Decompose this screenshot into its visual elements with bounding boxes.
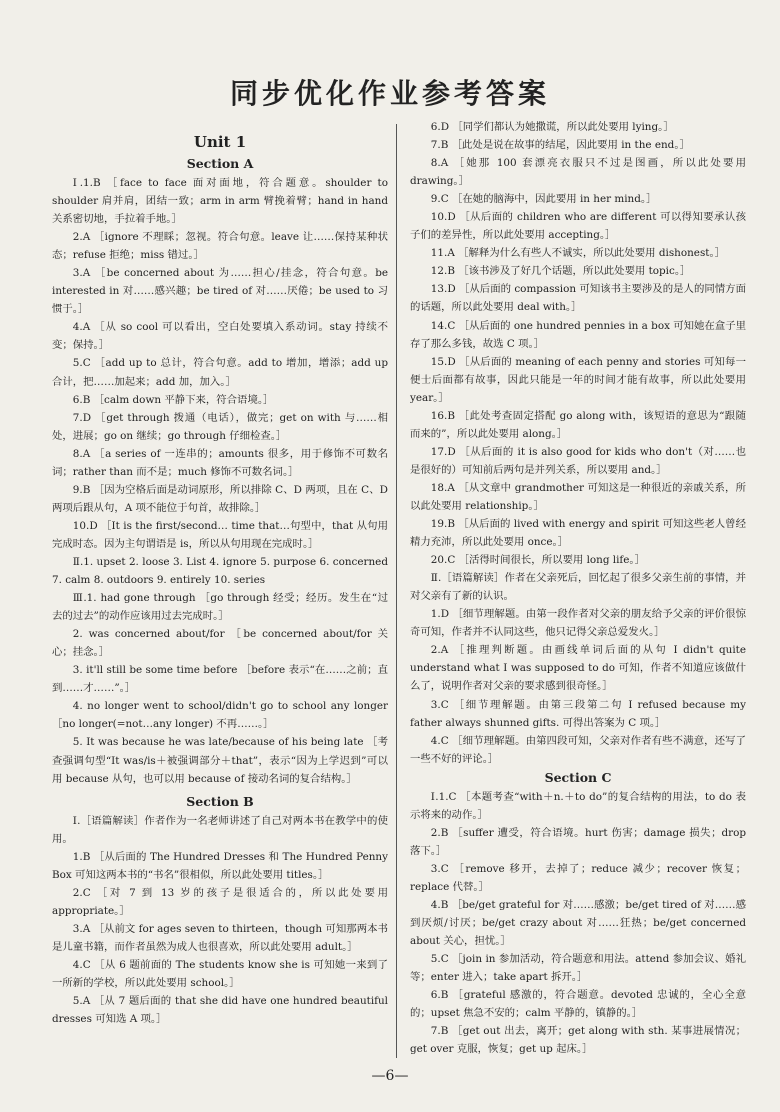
answer-paragraph: Ⅰ.［语篇解读］作者作为一名老师讲述了自己对两本书在教学中的使用。 [52, 814, 388, 845]
answer-paragraph: Ⅱ.［语篇解读］作者在父亲死后，回忆起了很多父亲生前的事情，并对父亲有了新的认识。 [410, 572, 746, 603]
answer-paragraph: 18.A ［从文章中 grandmother 可知这是一种很近的亲戚关系，所以此处要用 relationship。］ [410, 481, 746, 512]
answer-paragraph: 14.C ［从后面的 one hundred pennies in a box 可知她在盒子里存了那么多钱，故选 C 项。］ [410, 319, 746, 350]
column-divider [396, 124, 397, 1058]
left-column [52, 130, 388, 1028]
answer-paragraph: Ⅰ.1.C ［本题考查“with＋n.＋to do”的复合结构的用法，to do 表示将来的动作。］ [410, 790, 746, 821]
answer-paragraph: 2.C ［对 7 到 13 岁的孩子是很适合的，所以此处要用 appropriate。］ [52, 886, 388, 917]
answer-paragraph: 6.B ［calm down 平静下来，符合语境。］ [72, 393, 274, 406]
answer-paragraph: 3.A ［从前文 for ages seven to thirteen，though 可知那两本书是儿童书籍，而作者虽然为成人也很喜欢，所以此处要用 adult。］ [52, 922, 388, 953]
answer-paragraph: 15.D ［从后面的 meaning of each penny and stories 可知每一便士后面都有故事，因此只能是一年的时间才能有故事，所以此处要用 year。］ [410, 355, 746, 404]
answer-paragraph: 1.D ［细节理解题。由第一段作者对父亲的朋友给予父亲的评价很惊奇可知，作者并不认同这些，他只记得父亲总爱发火。］ [410, 608, 746, 639]
answer-paragraph: 9.C ［在她的脑海中，因此要用 in her mind。］ [430, 193, 657, 206]
answer-paragraph: 6.D ［同学们都认为她撒谎，所以此处要用 lying。］ [430, 121, 674, 133]
answer-paragraph: 4. no longer went to school/didn't go to school any longer ［no longer(=not…any longer) 不再……。］ [52, 700, 388, 731]
answer-paragraph: 4.C ［从 6 题前面的 The students know she is 可知她一来到了一所新的学校，所以此处要用 school。］ [52, 958, 388, 990]
page-number: —6— [371, 1068, 409, 1084]
section-b-title: Section B [186, 793, 254, 809]
answer-paragraph: 5. It was because he was late/because of his being late ［考查强调句型“It was/is＋被强调部分＋that”，表示“因为上学迟到”可以用 because 从句，也可以用 because of 接动名词的复合结构。］ [52, 736, 388, 785]
answer-paragraph: 7.B ［get out 出去，离开；get along with sth. 某事进展情况；get over 克服，恢复；get up 起床。］ [410, 1025, 746, 1056]
answer-paragraph: 20.C ［活得时间很长，所以要用 long life。］ [430, 554, 646, 567]
section-c-title: Section C [544, 769, 612, 785]
answer-paragraph: 6.B ［grateful 感激的，符合题意。devoted 忠诚的，全心全意的；upset 焦急不安的；calm 平静的，镇静的。］ [410, 989, 746, 1020]
answer-paragraph: 5.C ［add up to 总计，符合句意。add to 增加，增添；add up 合计，把……加起来；add 加，加入。］ [52, 357, 388, 388]
answer-paragraph: 7.B ［此处是说在故事的结尾，因此要用 in the end。］ [430, 139, 690, 152]
answer-paragraph: 7.D ［get through 拨通（电话），做完；get on with 与……相处，进展；go on 继续；go through 仔细检查。］ [52, 411, 388, 442]
answer-paragraph: 2.B ［suffer 遭受，符合语境。hurt 伤害；damage 损失；drop 落下。］ [410, 826, 746, 857]
right-column [410, 118, 746, 1058]
answer-paragraph: 8.A ［a series of 一连串的；amounts 很多，用于修饰不可数名词；rather than 而不是；much 修饰不可数名词。］ [52, 447, 388, 478]
answer-paragraph: 3.C ［remove 移开，去掉了；reduce 减少；recover 恢复；replace 代替。］ [410, 862, 746, 893]
section-a-title: Section A [186, 156, 254, 171]
answer-paragraph: 2.A ［推理判断题。由画线单词后面的从句 I didn't quite understand what I was supposed to do 可知，作者不知道应该做什么了，说明作者对父亲的要求感到很奇怪。］ [410, 644, 746, 693]
answer-paragraph: 3.C ［细节理解题。由第三段第二句 I refused because my father always shunned gifts. 可得出答案为 C 项。］ [410, 698, 746, 729]
answer-paragraph: 16.B ［此处考查固定搭配 go along with，该短语的意思为“跟随而来的”，所以此处要用 along。］ [410, 409, 746, 440]
answer-paragraph: 1.B ［从后面的 The Hundred Dresses 和 The Hundred Penny Box 可知这两本书的“书名”很相似，所以此处要用 titles。］ [52, 850, 388, 881]
answer-paragraph: 2.A ［ignore 不理睬；忽视。符合句意。leave 让……保持某种状态；refuse 拒绝；miss 错过。］ [52, 231, 388, 262]
answer-paragraph: 4.B ［be/get grateful for 对……感激；be/get tired of 对……感到厌烦/讨厌；be/get crazy about 对……狂热；be/get concerned about 关心，担忧。］ [410, 898, 746, 948]
answer-paragraph: 17.D ［从后面的 it is also good for kids who don't（对……也是很好的）可知前后两句是并列关系，所以要用 and。］ [410, 445, 746, 476]
answer-paragraph: 10.D ［从后面的 children who are different 可以得知要承认孩子们的差异性，所以此处要用 accepting。］ [410, 211, 746, 242]
answer-paragraph: 12.B ［该书涉及了好几个话题，所以此处要用 topic。］ [430, 265, 691, 278]
answer-paragraph: 2. was concerned about/for ［be concerned about/for 关心；挂念。］ [52, 628, 388, 659]
answer-paragraph: 10.D ［It is the first/second… time that…句型中，that 从句用完成时态。因为主句谓语是 is，所以从句用现在完成时。］ [52, 519, 388, 550]
page-title: 同步优化作业参考答案 [229, 77, 550, 110]
answer-paragraph: Ⅲ.1. had gone through ［go through 经受；经历。发生在“过去的过去”的动作应该用过去完成时。］ [52, 592, 388, 623]
answer-paragraph: 3. it'll still be some time before ［before 表示“在……之前；直到……才……”。］ [52, 664, 388, 695]
answer-paragraph: 11.A ［解释为什么有些人不诚实，所以此处要用 dishonest。］ [430, 247, 726, 260]
answer-paragraph: 19.B ［从后面的 lived with energy and spirit 可知这些老人曾经精力充沛，所以此处要用 once。］ [410, 518, 746, 549]
answer-paragraph: 4.C ［细节理解题。由第四段可知，父亲对作者有些不满意，还写了一些不好的评论。］ [410, 734, 746, 765]
answer-paragraph: 9.B ［因为空格后面是动词原形，所以排除 C、D 两项，且在 C、D 两项后跟从句，A 项不能位于句首，故排除。］ [52, 483, 388, 514]
answer-paragraph: Ⅰ.1.B ［face to face 面对面地，符合题意。shoulder to shoulder 肩并肩，团结一致；arm in arm 臂挽着臂；hand in hand 关系密切地，手拉着手地。］ [52, 177, 388, 226]
answer-paragraph: 3.A ［be concerned about 为……担心/挂念，符合句意。be interested in 对……感兴趣；be tired of 对……厌倦；be used to 习惯于。］ [52, 267, 388, 316]
answer-paragraph: 5.C ［join in 参加活动，符合题意和用法。attend 参加会议、婚礼等；enter 进入；take apart 拆开。］ [410, 953, 746, 984]
answer-paragraph: 4.A ［从 so cool 可以看出，空白处要填入系动词。stay 持续不变；保持。］ [52, 321, 388, 352]
answer-paragraph: 13.D ［从后面的 compassion 可知该书主要涉及的是人的同情方面的话题，所以此处要用 deal with。］ [410, 283, 746, 314]
answer-paragraph: 8.A ［她那 100 套漂亮衣服只不过是图画，所以此处要用 drawing。］ [410, 157, 746, 188]
unit-title: Unit 1 [193, 133, 247, 151]
answer-paragraph: Ⅱ.1. upset 2. loose 3. List 4. ignore 5. purpose 6. concerned 7. calm 8. outdoors 9. entirely 10. series [52, 555, 388, 587]
answer-paragraph: 5.A ［从 7 题后面的 that she did have one hundred beautiful dresses 可知选 A 项。］ [52, 995, 388, 1026]
